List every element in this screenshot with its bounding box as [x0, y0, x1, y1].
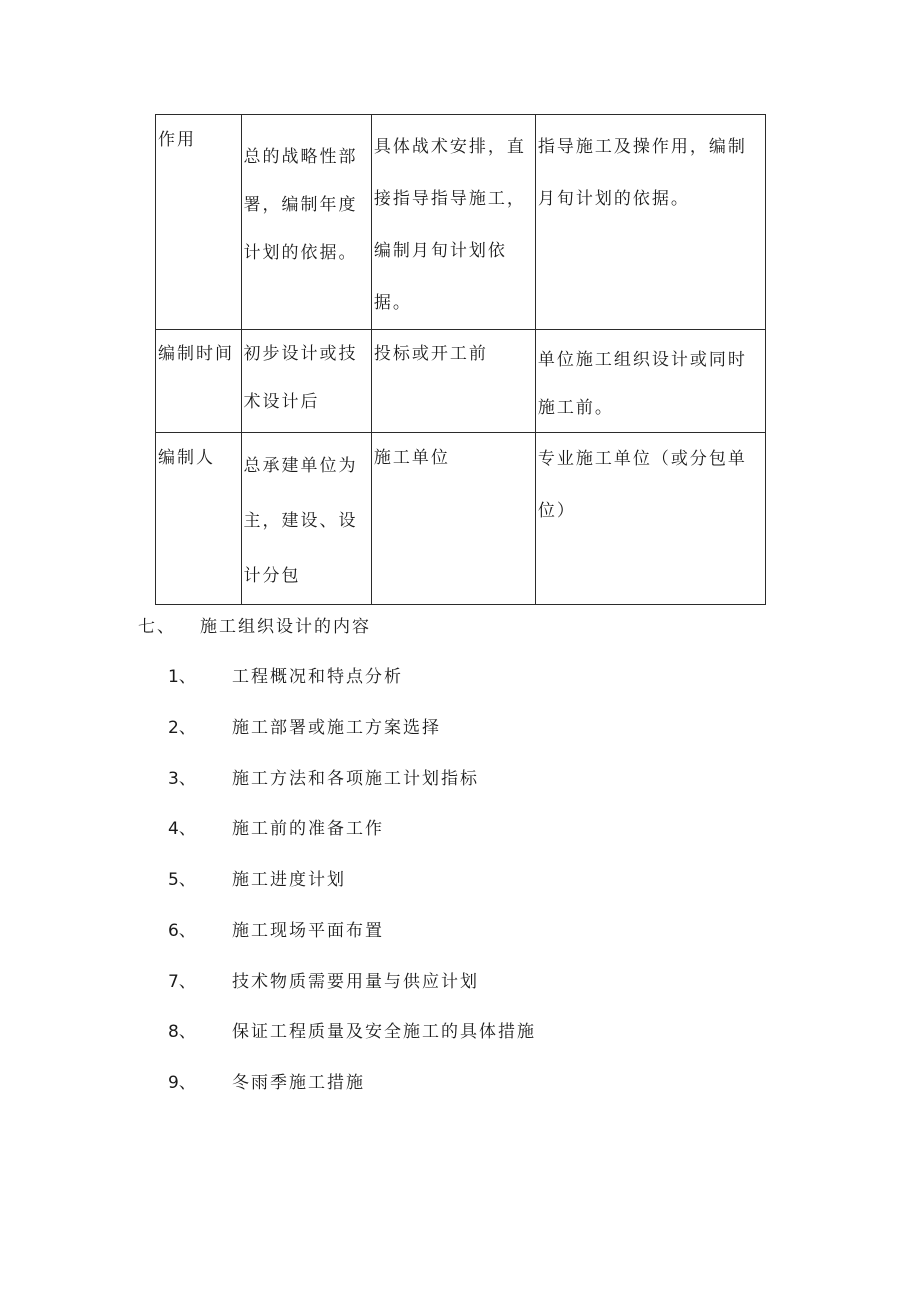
item-text: 技术物质需要用量与供应计划 — [232, 971, 479, 992]
item-text: 施工前的准备工作 — [232, 819, 384, 840]
table-cell: 总的战略性部署，编制年度计划的依据。 — [241, 115, 371, 330]
item-text: 工程概况和特点分析 — [232, 667, 403, 687]
item-text: 施工部署或施工方案选择 — [232, 717, 441, 738]
item-number: 2、 — [168, 717, 196, 738]
item-number: 6、 — [168, 920, 196, 941]
list-item — [168, 968, 536, 1019]
table-cell: 投标或开工前 — [371, 330, 535, 433]
table-cell: 专业施工单位（或分包单位） — [535, 433, 765, 605]
list-item — [168, 714, 536, 765]
list-item — [168, 1069, 536, 1120]
list-item — [168, 765, 536, 816]
row-label-cell: 作用 — [156, 115, 242, 330]
item-number: 9、 — [168, 1073, 196, 1093]
table-cell: 总承建单位为主，建设、设计分包 — [241, 433, 371, 605]
table-row — [156, 330, 766, 433]
row-label-cell: 编制时间 — [156, 330, 242, 433]
item-text: 施工现场平面布置 — [232, 920, 384, 941]
table-row — [156, 115, 766, 330]
item-text: 冬雨季施工措施 — [232, 1073, 365, 1093]
list-item — [168, 1018, 536, 1069]
item-text: 施工方法和各项施工计划指标 — [232, 768, 479, 789]
table-cell: 单位施工组织设计或同时施工前。 — [535, 330, 765, 433]
section-title-text: 施工组织设计的内容 — [200, 617, 371, 637]
content-list — [168, 663, 536, 1120]
item-number: 3、 — [168, 768, 196, 789]
item-number: 1、 — [168, 667, 196, 687]
table-cell: 初步设计或技术设计后 — [241, 330, 371, 433]
item-number: 4、 — [168, 819, 196, 840]
row-label-cell: 编制人 — [156, 433, 242, 605]
table-cell: 指导施工及操作用，编制月旬计划的依据。 — [535, 115, 765, 330]
item-number: 7、 — [168, 971, 196, 992]
item-number: 5、 — [168, 870, 196, 890]
table-cell: 具体战术安排，直接指导指导施工，编制月旬计划依据。 — [371, 115, 535, 330]
list-item — [168, 663, 536, 714]
comparison-table — [155, 114, 766, 605]
section-heading — [138, 612, 371, 637]
item-text: 施工进度计划 — [232, 870, 346, 890]
list-item — [168, 917, 536, 968]
list-item — [168, 815, 536, 866]
section-number: 七、 — [138, 617, 176, 637]
item-text: 保证工程质量及安全施工的具体措施 — [232, 1022, 536, 1043]
list-item — [168, 866, 536, 917]
item-number: 8、 — [168, 1022, 196, 1043]
table-row — [156, 433, 766, 605]
table-cell: 施工单位 — [371, 433, 535, 605]
